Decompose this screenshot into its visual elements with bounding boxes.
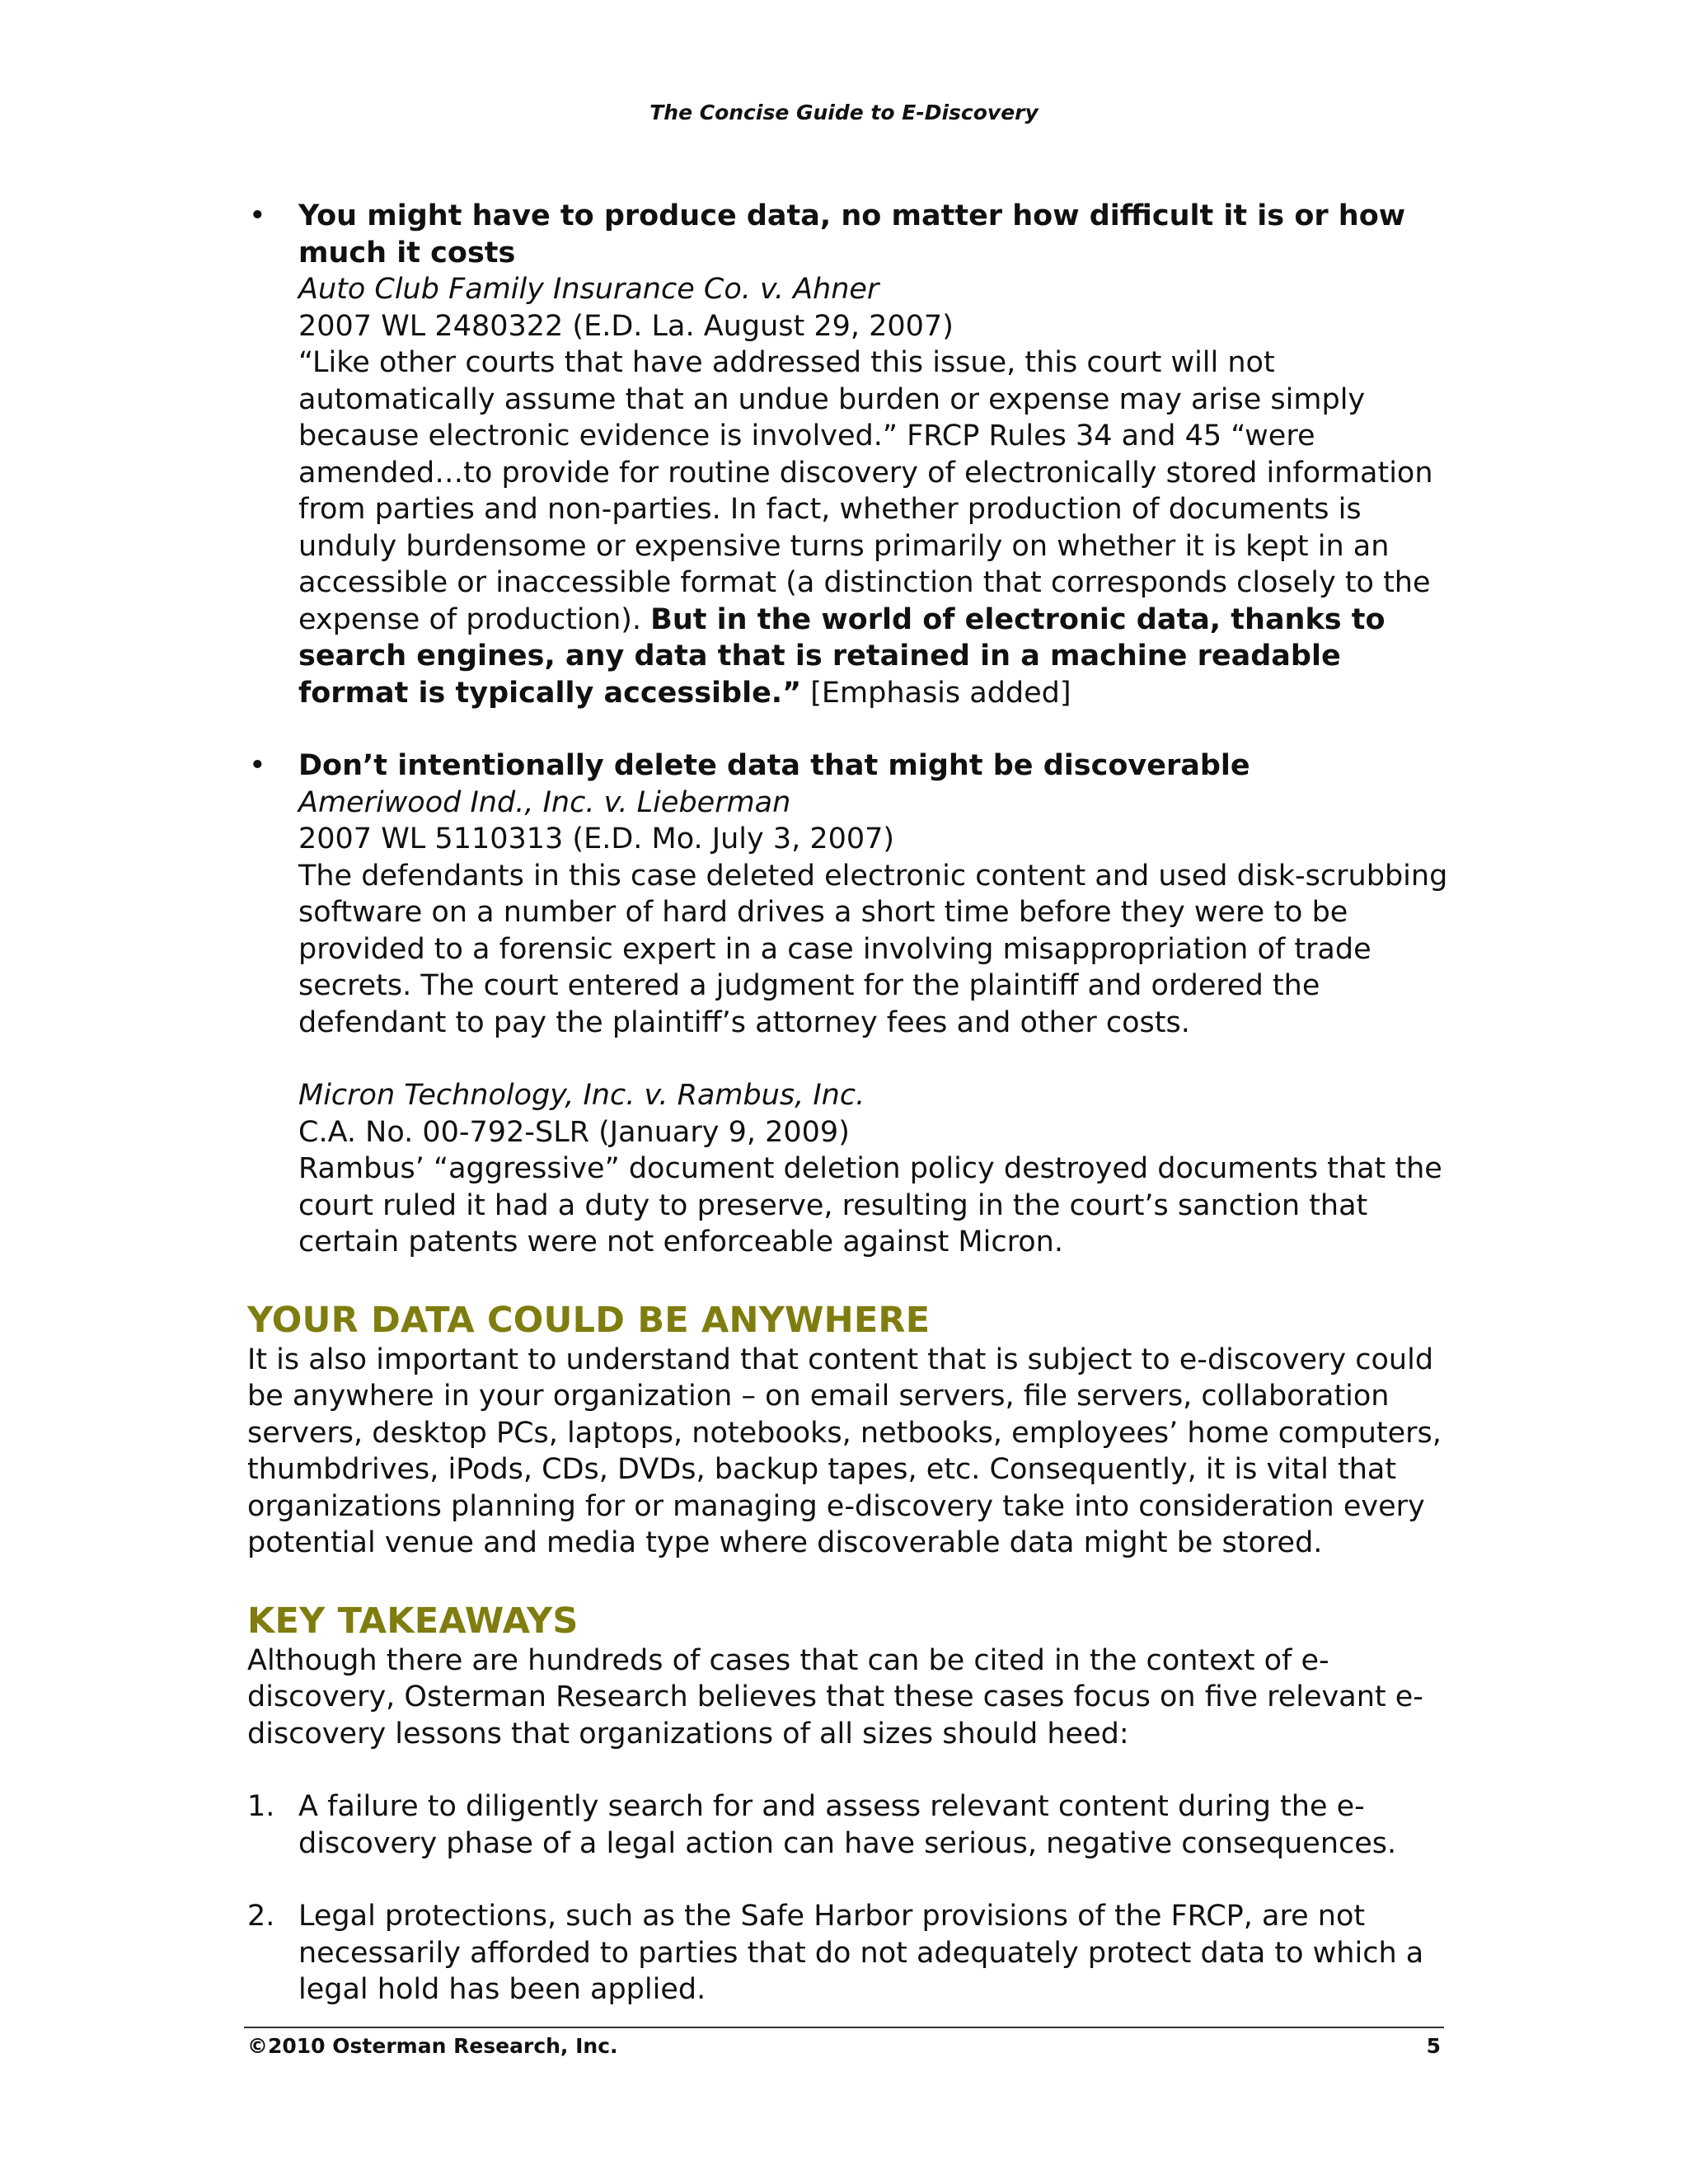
numbered-item xyxy=(247,1898,1451,2008)
case-name-2: Micron Technology, Inc. v. Rambus, Inc. xyxy=(298,1079,865,1112)
page-number: 5 xyxy=(1426,2034,1441,2058)
footer-copyright: ©2010 Osterman Research, Inc. xyxy=(247,2034,618,2058)
section-heading: YOUR DATA COULD BE ANYWHERE xyxy=(247,1299,931,1341)
case-name: Auto Club Family Insurance Co. v. Ahner xyxy=(298,273,879,306)
case-summary-tail: [Emphasis added] xyxy=(801,676,1071,710)
bullet-item xyxy=(247,198,1451,711)
case-citation-2: C.A. No. 00-792-SLR (January 9, 2009) xyxy=(298,1115,850,1149)
case-name: Ameriwood Ind., Inc. v. Lieberman xyxy=(298,785,791,819)
case-summary-emphasis: But in the world of electronic data, thanks to search engines, any data that is retained in a machine readable format is typically accessible.” xyxy=(298,602,1386,710)
case-summary-text: “Like other courts that have addressed this issue, this court will not automatically assume that an undue burden or expense may arise simply because electronic evidence is involved.” FRCP Rules 34 and 45 “were amended…to provide for routine discovery of electronically stored information from parties and non-parties. In fact, whether production of documents is unduly burdensome or expensive turns primarily on whether it is kept in an accessible or inaccessible format (a distinction that corresponds closely to the expense of production). xyxy=(298,346,1433,636)
item-number: 2. xyxy=(247,1900,275,1933)
page-content xyxy=(247,198,1451,2008)
footer-divider xyxy=(244,2027,1444,2028)
numbered-item xyxy=(247,1788,1451,1862)
bullet-heading: Don’t intentionally delete data that might be discoverable xyxy=(298,749,1250,782)
bullet-item xyxy=(247,748,1451,1261)
item-text: A failure to diligently search for and assess relevant content during the e-discovery phase of a legal action can have serious, negative consequences. xyxy=(298,1790,1397,1860)
item-number: 1. xyxy=(247,1790,275,1823)
case-summary: The defendants in this case deleted electronic content and used disk-scrubbing software on a number of hard drives a short time before they were to be provided to a forensic expert in a case involving misappropriation of trade secrets. The court entered a judgment for the plaintiff and ordered the defendant to pay the plaintiff’s attorney fees and other costs. xyxy=(298,859,1448,1039)
running-header: The Concise Guide to E-Discovery xyxy=(649,101,1039,124)
bullet-marker: • xyxy=(249,199,266,232)
case-summary-2: Rambus’ “aggressive” document deletion policy destroyed documents that the court ruled it had a duty to preserve, resulting in the court’s sanction that certain patents were not enforceable against Micron. xyxy=(298,1152,1442,1258)
case-summary xyxy=(298,344,1451,711)
section-body: It is also important to understand that content that is subject to e-discovery could be anywhere in your organization – on email servers, file servers, collaboration servers, desktop PCs, laptops, notebooks, netbooks, employees’ home computers, thumbdrives, iPods, CDs, DVDs, backup tapes, etc. Consequently, it is vital that organizations planning for or managing e-discovery take into consideration every potential venue and media type where discoverable data might be stored. xyxy=(247,1343,1442,1559)
case-citation: 2007 WL 5110313 (E.D. Mo. July 3, 2007) xyxy=(298,823,895,855)
item-text: Legal protections, such as the Safe Harbor provisions of the FRCP, are not necessarily afforded to parties that do not adequately protect data to which a legal hold has been applied. xyxy=(298,1900,1424,2006)
bullet-heading: You might have to produce data, no matter how difficult it is or how much it costs xyxy=(298,199,1406,269)
case-citation: 2007 WL 2480322 (E.D. La. August 29, 2007) xyxy=(298,309,954,343)
section-intro: Although there are hundreds of cases that can be cited in the context of e-discovery, Osterman Research believes that these cases focus on five relevant e-discovery lessons that organizations of all sizes should heed: xyxy=(247,1643,1423,1750)
section-heading: KEY TAKEAWAYS xyxy=(247,1600,579,1642)
bullet-marker: • xyxy=(249,749,266,782)
